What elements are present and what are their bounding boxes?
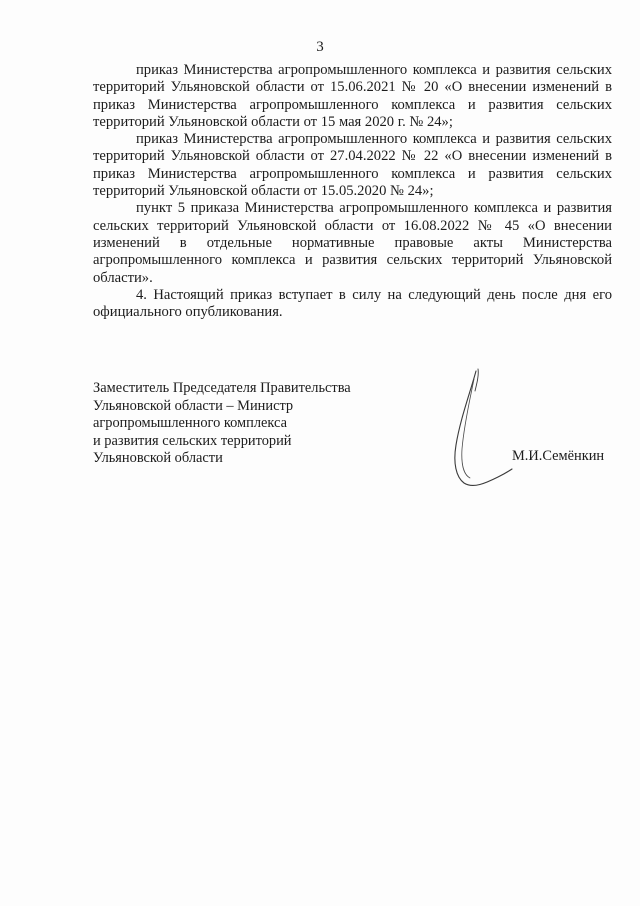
signatory-position-line: и развития сельских территорий bbox=[93, 432, 292, 449]
paragraph-entry-into-force: 4. Настоящий приказ вступает в силу на следующий день после дня его официального опубликования. bbox=[93, 286, 612, 321]
page-number: 3 bbox=[316, 39, 324, 55]
signatory-position-line: агропромышленного комплекса bbox=[93, 415, 287, 431]
signatory-position-line: Ульяновской области bbox=[93, 450, 223, 466]
signatory-position-line: Ульяновской области – Министр bbox=[93, 397, 294, 414]
signatory-position-line: Заместитель Председателя Правительства bbox=[93, 380, 351, 396]
document-body bbox=[93, 62, 612, 321]
paragraph-order-2022-22: приказ Министерства агропромышленного комплекса и развития сельских территорий Ульяновской области от 27.04.2022 № 22 «О внесении изменений в приказ Министерства агропромышленного комплекса и развития сельских территорий Ульяновской области от 15.05.2020 № 24»; bbox=[93, 131, 612, 200]
signatory-position bbox=[93, 380, 351, 468]
signatory-name: М.И.Семёнкин bbox=[512, 448, 605, 464]
paragraph-item-5-order-45: пункт 5 приказа Министерства агропромышленного комплекса и развития сельских территорий Ульяновской области от 16.08.2022 № 45 «О внесении изменений в отдельные нормативные правовые акты Министерства агропромышленного комплекса и развития сельских территорий Ульяновской области». bbox=[93, 200, 612, 286]
handwritten-signature bbox=[440, 365, 520, 500]
paragraph-order-2021: приказ Министерства агропромышленного комплекса и развития сельских территорий Ульяновской области от 15.06.2021 № 20 «О внесении изменений в приказ Министерства агропромышленного комплекса и развития сельских территорий Ульяновской области от 15 мая 2020 г. № 24»; bbox=[93, 62, 612, 130]
